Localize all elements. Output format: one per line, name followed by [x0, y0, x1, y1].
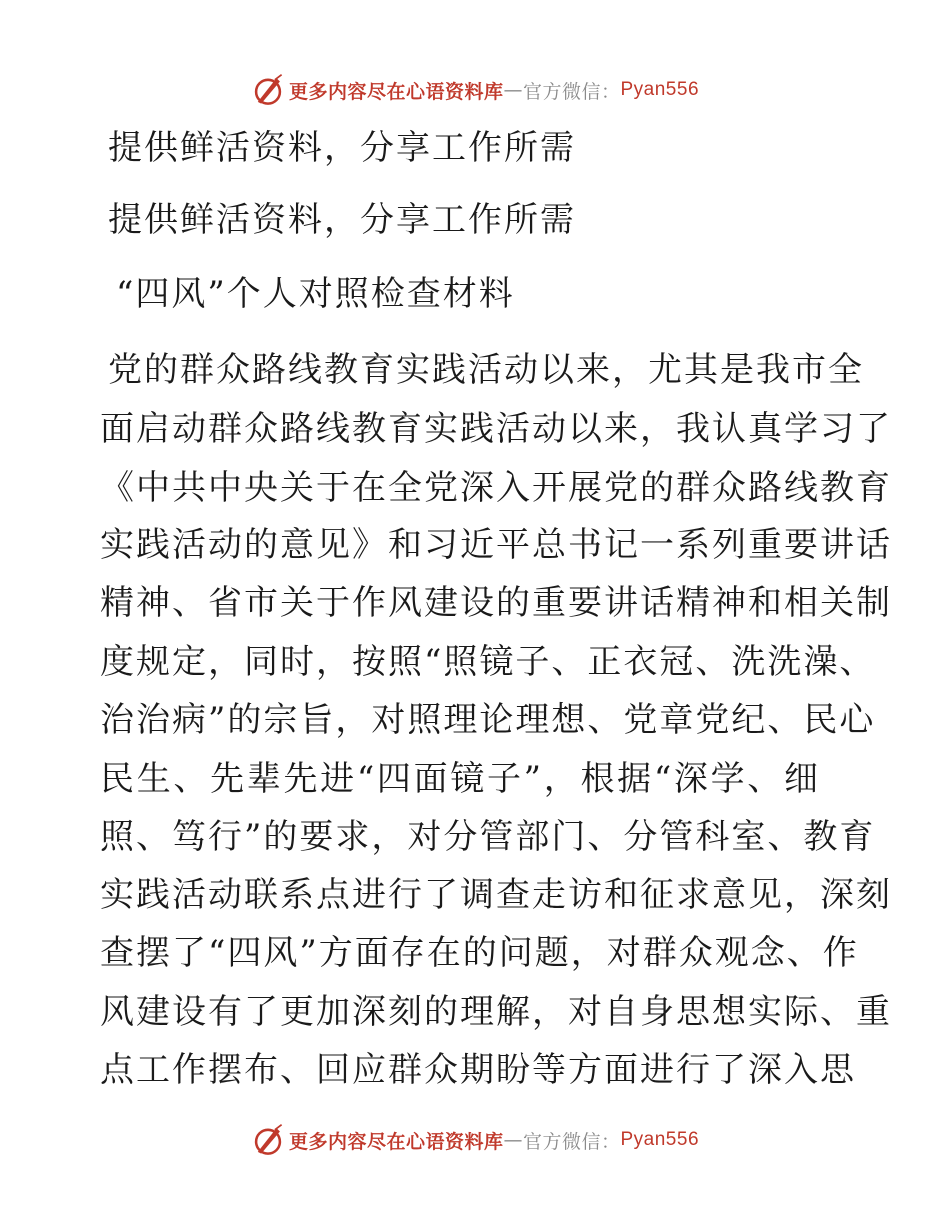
- body-line: 面启动群众路线教育实践活动以来，我认真学习了: [100, 409, 892, 449]
- body-line: 点工作摆布、回应群众期盼等方面进行了深入思: [100, 1050, 856, 1090]
- header-banner: [0, 70, 950, 110]
- footer-banner-separator: —: [503, 1129, 523, 1151]
- body-line: 实践活动联系点进行了调查走访和征求意见，深刻: [100, 875, 892, 915]
- body-line: 风建设有了更加深刻的理解，对自身思想实际、重: [100, 992, 892, 1032]
- header-banner-separator: —: [503, 79, 523, 101]
- body-line: 精神、省市关于作风建设的重要讲话精神和相关制: [100, 583, 892, 623]
- footer-banner-title: 更多内容尽在心语资料库: [288, 1130, 504, 1153]
- footer-wechat-label: 官方微信：: [522, 1130, 621, 1153]
- body-line: 实践活动的意见》和习近平总书记一系列重要讲话: [100, 525, 892, 565]
- footer-banner-content: [251, 1123, 699, 1157]
- document-title: “四风”个人对照检查材料: [116, 274, 515, 314]
- body-line: 《中共中央关于在全党深入开展党的群众路线教育: [100, 468, 892, 508]
- tagline-2: 提供鲜活资料，分享工作所需: [108, 200, 576, 240]
- body-line: 治治病”的宗旨，对照理论理想、党章党纪、民心: [100, 700, 876, 740]
- footer-banner: [0, 1120, 950, 1160]
- header-banner-content: [251, 73, 699, 107]
- body-line: 民生、先辈先进“四面镜子”，根据“深学、细: [100, 759, 820, 799]
- tagline-1: 提供鲜活资料，分享工作所需: [108, 128, 576, 168]
- footer-wechat-id: Pyan556: [620, 1129, 700, 1150]
- header-wechat-label: 官方微信：: [522, 80, 621, 103]
- body-line: 党的群众路线教育实践活动以来，尤其是我市全: [108, 350, 864, 390]
- body-line: 度规定，同时，按照“照镜子、正衣冠、洗洗澡、: [100, 642, 876, 682]
- quill-logo-icon: [251, 73, 285, 107]
- body-line: 查摆了“四风”方面存在的问题，对群众观念、作: [100, 933, 859, 973]
- header-banner-title: 更多内容尽在心语资料库: [288, 80, 504, 103]
- quill-logo-icon: [251, 1123, 285, 1157]
- body-line: 照、笃行”的要求，对分管部门、分管科室、教育: [100, 817, 876, 857]
- header-wechat-id: Pyan556: [620, 79, 700, 100]
